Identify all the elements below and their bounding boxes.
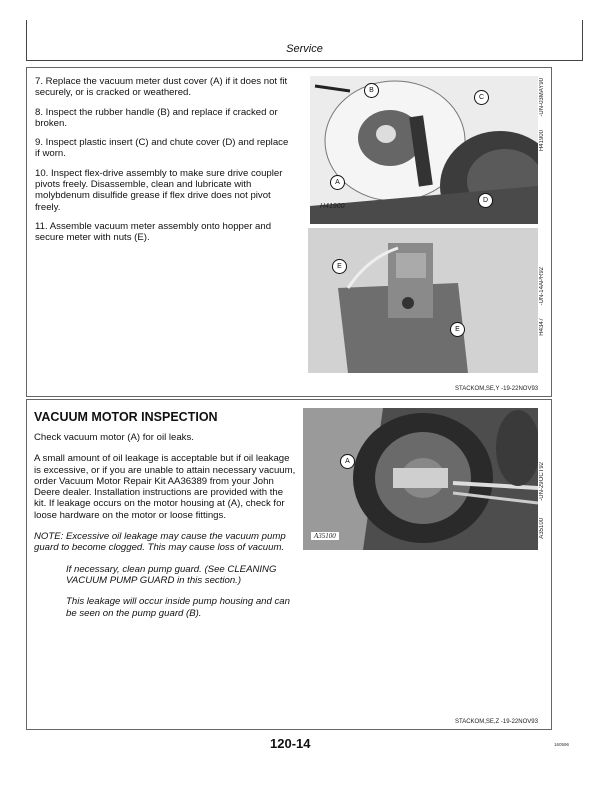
step-11: 11. Assemble vacuum meter assembly onto hopper and secure meter with nuts (E).	[35, 220, 272, 244]
page-header	[26, 20, 583, 61]
callout-b: B	[364, 83, 379, 98]
step-8: 8. Inspect the rubber handle (B) and replace if cracked or broken.	[35, 106, 278, 129]
step-7: 7. Replace the vacuum meter dust cover (A) if it does not fit securely, or is cracked or weathered.	[35, 76, 288, 99]
photo2-side-ref-2: -UN-14APR92	[539, 267, 545, 306]
vacuum-meter-illustration	[310, 76, 538, 224]
photo3-label: A35100	[311, 532, 339, 540]
section2-p1: Check vacuum motor (A) for oil leaks.	[34, 432, 194, 443]
callout-a-motor: A	[340, 454, 355, 469]
callout-e-bottom: E	[450, 322, 465, 337]
note-3: This leakage will occur inside pump housing and can be seen on the pump guard (B).	[66, 596, 290, 619]
vacuum-meter-photo	[310, 76, 538, 224]
callout-e-top: E	[332, 259, 347, 274]
note-2: If necessary, clean pump guard. (See CLEANING VACUUM PUMP GUARD in this section.)	[66, 563, 277, 586]
photo1-side-ref-2: -UN-03MAY90	[539, 78, 545, 117]
section2-text	[34, 432, 296, 627]
page-number: 120-14	[270, 736, 311, 751]
doc-id: 160596	[554, 742, 570, 747]
callout-c: C	[474, 90, 489, 105]
step-10: 10. Inspect flex-drive assembly to make sure drive coupler pivots freely. Disassemble, clean and lubricate with molybdenum disulfide grease if flex drive does not pivot freely.	[35, 167, 283, 213]
photo3-side-ref-2: -UN-29OCT92	[539, 462, 545, 501]
section-title: Service	[286, 43, 323, 55]
vacuum-motor-illustration	[303, 408, 538, 550]
section2-footer-ref: STACKOM,SE,Z -19-22NOV93	[455, 719, 538, 725]
photo2-side-ref: H4347	[539, 318, 545, 336]
note-1: NOTE: Excessive oil leakage may cause the vacuum pump guard to become clogged. This may cause loss of vacuum.	[34, 531, 286, 554]
vacuum-motor-photo	[303, 408, 538, 550]
callout-a: A	[330, 175, 345, 190]
hopper-photo	[308, 228, 538, 373]
photo1-side-ref: H41900	[539, 130, 545, 152]
steps-text	[35, 76, 295, 252]
section1-footer-ref: STACKOM,SE,Y -19-22NOV93	[455, 386, 539, 392]
callout-d: D	[478, 193, 493, 208]
step-9: 9. Inspect plastic insert (C) and chute cover (D) and replace if worn.	[35, 137, 289, 160]
photo3-side-ref: A35100	[539, 518, 545, 539]
hopper-illustration	[308, 228, 538, 373]
section2-title: VACUUM MOTOR INSPECTION	[34, 410, 218, 424]
section2-p2: A small amount of oil leakage is acceptable but if oil leakage is excessive, or if you are unable to attain necessary vacuum, order Vacuum Motor Repair Kit AA36389 from your John Deere dealer. Installation instructions are provided with the kit. If leakage occurs on the motor housing at (A), check for loose hardware on the motor or loose fittings.	[34, 453, 296, 521]
photo1-label: H41900	[320, 203, 345, 210]
